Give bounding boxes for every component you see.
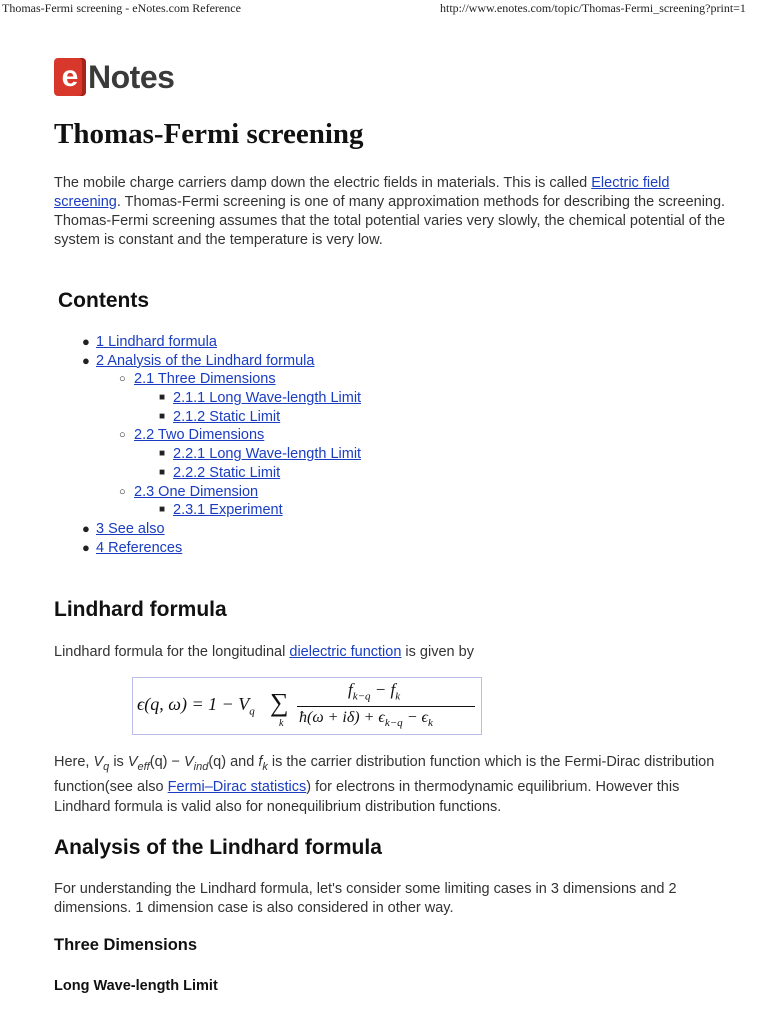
- toc-link[interactable]: 2.1.1 Long Wave-length Limit: [173, 390, 362, 407]
- toc-link[interactable]: 2.3.1 Experiment: [173, 502, 283, 519]
- toc-bullet-icon: ■: [159, 466, 166, 478]
- here-text-2: is: [109, 754, 128, 770]
- toc-link[interactable]: 2.2.1 Long Wave-length Limit: [173, 446, 362, 463]
- num-sub2: k: [395, 690, 401, 703]
- toc-bullet-icon: ●: [82, 334, 90, 349]
- here-text-1: Here,: [54, 754, 94, 770]
- logo-word: Notes: [88, 58, 175, 95]
- toc-item: [0, 333, 600, 352]
- toc-link[interactable]: 3 See also: [96, 520, 165, 537]
- toc-link[interactable]: 2.3 One Dimension: [134, 483, 259, 500]
- den-sub1: k−q: [384, 717, 403, 730]
- here-paragraph: [54, 752, 734, 817]
- summation-index: k: [279, 718, 284, 729]
- toc-bullet-icon: ■: [159, 448, 166, 460]
- den-sub2: k: [427, 717, 433, 730]
- var-vind-sub: ind: [193, 760, 209, 773]
- lindhard-intro: [54, 643, 734, 662]
- toc-item: [0, 426, 600, 445]
- toc-item: [0, 445, 600, 464]
- toc-bullet-icon: ■: [159, 504, 166, 516]
- intro-paragraph: [54, 174, 734, 250]
- den-part2: − ϵ: [402, 709, 428, 726]
- num-f2: − f: [370, 680, 396, 699]
- electric-field-screening-link[interactable]: Electric field screening: [54, 175, 670, 210]
- num-sub1: k−q: [352, 690, 371, 703]
- toc-bullet-icon: ■: [159, 392, 166, 404]
- num-f1: f: [348, 680, 353, 699]
- toc-link[interactable]: 1 Lindhard formula: [96, 334, 217, 350]
- var-veff-sub: eff: [137, 760, 150, 773]
- dielectric-function-link[interactable]: dielectric function: [289, 644, 402, 660]
- var-veff: V: [127, 754, 138, 770]
- toc-item: [0, 408, 600, 427]
- toc-link[interactable]: 2.1.2 Static Limit: [173, 408, 281, 425]
- lindhard-formula: [132, 677, 482, 735]
- formula-lhs-sub: q: [249, 705, 255, 718]
- var-f: f: [258, 754, 263, 770]
- fraction-bar: [297, 706, 475, 707]
- toc-item: [0, 370, 600, 389]
- three-dimensions-heading: Three Dimensions: [54, 936, 198, 954]
- toc-bullet-icon: ○: [119, 429, 126, 442]
- contents-heading: Contents: [58, 289, 149, 312]
- intro-text-start: The mobile charge carriers damp down the electric fields in materials. This is called: [54, 175, 592, 191]
- toc-link[interactable]: 2 Analysis of the Lindhard formula: [96, 352, 315, 369]
- formula-numerator: [348, 680, 400, 702]
- here-text-4: (q) and: [208, 754, 259, 770]
- table-of-contents: [0, 333, 600, 557]
- formula-lhs: ϵ(q, ω) = 1 − V: [137, 694, 250, 714]
- summation-symbol: ∑: [270, 688, 289, 717]
- here-text-5: is the carrier distribution function which is the Fermi-Dirac distribution function(see also: [54, 754, 715, 795]
- analysis-heading: Analysis of the Lindhard formula: [54, 836, 382, 859]
- toc-link[interactable]: 2.2.2 Static Limit: [173, 464, 281, 481]
- toc-bullet-icon: ■: [159, 410, 166, 422]
- analysis-paragraph: For understanding the Lindhard formula, let's consider some limiting cases in 3 dimensions and 2 dimensions. 1 dimension case is also considered in other way.: [54, 881, 677, 916]
- lindhard-intro-text: Lindhard formula for the longitudinal: [54, 644, 290, 660]
- toc-bullet-icon: ●: [82, 539, 90, 555]
- var-vind: V: [183, 754, 194, 770]
- toc-link[interactable]: 4 References: [96, 539, 183, 556]
- toc-bullet-icon: ○: [119, 373, 126, 386]
- var-v: V: [93, 754, 104, 770]
- logo-e-mark: e: [54, 58, 86, 96]
- toc-item: [0, 352, 600, 371]
- toc-item: [0, 483, 600, 502]
- toc-item: [0, 539, 600, 558]
- page-title: Thomas-Fermi screening: [54, 118, 364, 150]
- toc-link[interactable]: 2.2 Two Dimensions: [134, 427, 265, 444]
- den-part1: ħ(ω + iδ) + ϵ: [299, 709, 385, 726]
- var-f-sub: k: [262, 760, 268, 773]
- long-wave-length-limit-heading: Long Wave-length Limit: [54, 978, 218, 994]
- here-text-3: (q) −: [149, 754, 184, 770]
- formula-left-side: [137, 694, 255, 718]
- here-text-6: ) for electrons in thermodynamic equilibrium. However this Lindhard formula is valid also for nonequilibrium distribution functions.: [54, 778, 680, 815]
- fermi-dirac-statistics-link[interactable]: Fermi–Dirac statistics: [167, 778, 307, 795]
- toc-bullet-icon: ●: [82, 520, 90, 536]
- toc-link[interactable]: 2.1 Three Dimensions: [134, 371, 276, 388]
- toc-item: [0, 389, 600, 408]
- toc-bullet-icon: ○: [119, 485, 126, 498]
- formula-denominator: [299, 709, 433, 729]
- enotes-logo[interactable]: [54, 56, 174, 98]
- var-v-sub: q: [103, 760, 110, 773]
- lindhard-intro-end: is given by: [401, 644, 474, 660]
- print-page-title: Thomas-Fermi screening - eNotes.com Reference: [2, 1, 241, 15]
- toc-item: [0, 464, 600, 483]
- lindhard-heading: Lindhard formula: [54, 598, 227, 621]
- intro-text-rest: . Thomas-Fermi screening is one of many approximation methods for describing the screening. Thomas-Fermi screening assumes that the total potential varies very slowly, the chemical potential of the system is constant and the temperature is very low.: [54, 194, 726, 248]
- print-header: [0, 0, 768, 18]
- toc-item: [0, 501, 600, 520]
- toc-item: [0, 520, 600, 539]
- print-page-url: http://www.enotes.com/topic/Thomas-Fermi_screening?print=1: [440, 1, 746, 15]
- toc-bullet-icon: ●: [82, 352, 90, 368]
